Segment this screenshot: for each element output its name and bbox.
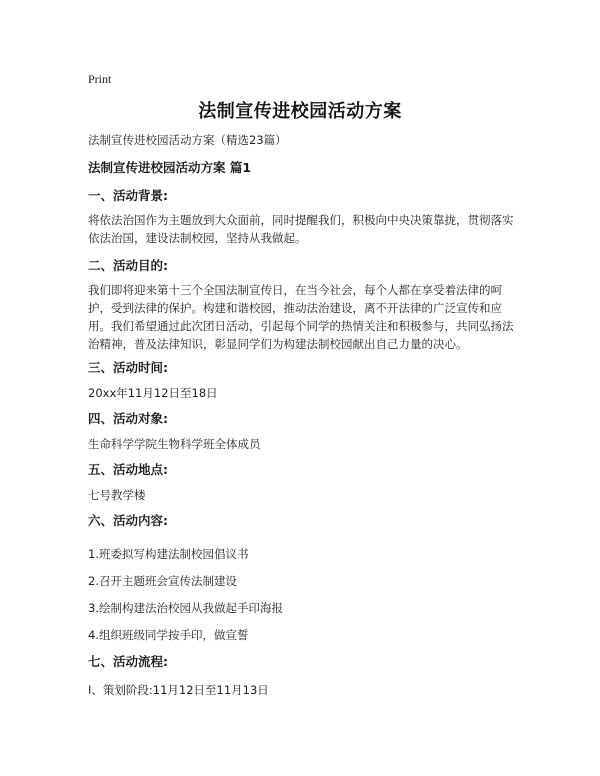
content-list-item: 1.班委拟写构建法制校园倡议书 bbox=[88, 547, 249, 561]
print-label: Print bbox=[88, 72, 112, 86]
section-body-background: 将依法治国作为主题放到大众面前，同时提醒我们，积极向中央决策靠拢，贯彻落实依法治国，建设法制校园，坚持从我做起。 bbox=[88, 213, 514, 245]
content-list-item: 3.绘制构建法治校园从我做起手印海报 bbox=[88, 601, 283, 615]
section-heading-content: 六、活动内容: bbox=[88, 513, 168, 528]
process-list-item: I、策划阶段:11月12日至11月13日 bbox=[88, 683, 269, 697]
section-heading-background: 一、活动背景: bbox=[88, 188, 168, 203]
section-heading-audience: 四、活动对象: bbox=[88, 411, 168, 426]
section-body-time: 20xx年11月12日至18日 bbox=[88, 386, 218, 400]
section-heading-time: 三、活动时间: bbox=[88, 360, 168, 375]
section-body-purpose: 我们即将迎来第十三个全国法制宣传日，在当今社会，每个人都在享受着法律的呵护，受到法律的保护。构建和谐校园，推动法治建设，离不开法律的广泛宣传和应用。我们希望通过此次团日活动，引起每个同学的热情关注和积极参与，共同弘扬法治精神，普及法律知识，彰显同学们为构建法制校园献出自己力量的决心。 bbox=[88, 283, 514, 351]
article-heading: 法制宣传进校园活动方案 篇1 bbox=[88, 160, 252, 175]
section-body-location: 七号教学楼 bbox=[88, 488, 146, 502]
page-title: 法制宣传进校园活动方案 bbox=[198, 101, 402, 122]
section-body-audience: 生命科学学院生物科学班全体成员 bbox=[88, 437, 261, 451]
section-heading-process: 七、活动流程: bbox=[88, 654, 168, 669]
section-heading-location: 五、活动地点: bbox=[88, 462, 168, 477]
content-list-item: 2.召开主题班会宣传法制建设 bbox=[88, 574, 237, 588]
subtitle: 法制宣传进校园活动方案（精选23篇） bbox=[88, 133, 287, 147]
section-heading-purpose: 二、活动目的: bbox=[88, 258, 168, 273]
content-list-item: 4.组织班级同学按手印，做宣誓 bbox=[88, 628, 249, 642]
